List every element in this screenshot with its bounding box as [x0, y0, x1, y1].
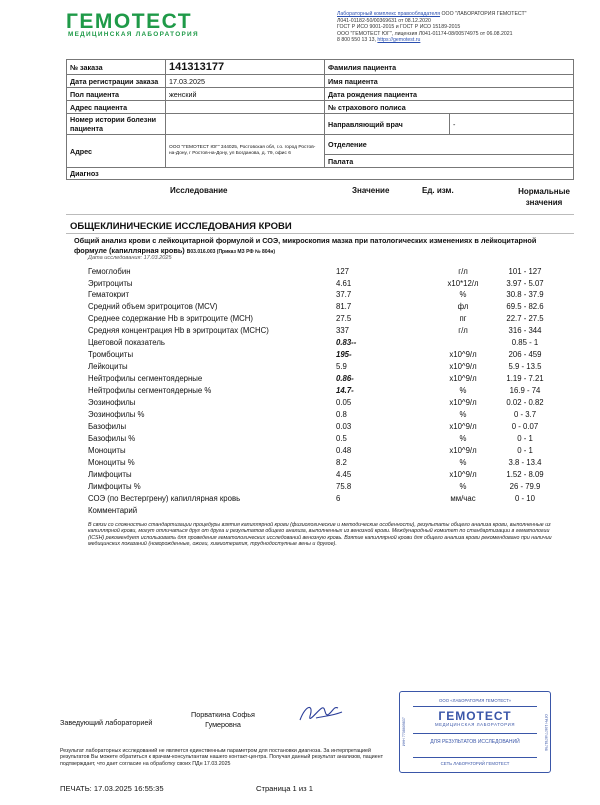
result-unit: x10*12/л	[447, 279, 479, 288]
test-code: В03.016.003 (Приказ МЗ РФ № 804н)	[186, 248, 275, 255]
result-value: 0.05	[336, 398, 352, 407]
stamp-purpose: ДЛЯ РЕЗУЛЬТАТОВ ИССЛЕДОВАНИЙ	[430, 739, 520, 745]
history	[166, 114, 325, 135]
result-norm: 206 - 459	[508, 350, 542, 359]
result-unit: x10^9/л	[449, 362, 477, 371]
signature-role: Заведующий лабораторией	[60, 718, 153, 727]
result-norm: 3.97 - 5.07	[506, 279, 544, 288]
license-owner: ООО "ЛАБОРАТОРИЯ ГЕМОТЕСТ"	[441, 11, 527, 17]
result-name: Гематокрит	[88, 290, 130, 299]
result-norm: 30.8 - 37.9	[506, 290, 544, 299]
result-unit: x10^9/л	[449, 398, 477, 407]
result-norm: 0 - 1	[517, 446, 533, 455]
stamp-line	[413, 733, 537, 734]
section-title: ОБЩЕКЛИНИЧЕСКИЕ ИССЛЕДОВАНИЯ КРОВИ	[70, 221, 292, 232]
result-row	[88, 290, 558, 302]
result-name: Цветовой показатель	[88, 338, 165, 347]
result-row	[88, 267, 558, 279]
test-title-text: Общий анализ крови с лейкоцитарной формулой и СОЭ, микроскопия мазка при патологических изменениях в лейкоцитарной формуле (капиллярная кровь)	[74, 236, 537, 255]
result-name: Гемоглобин	[88, 267, 131, 276]
result-unit: %	[459, 458, 467, 467]
result-norm: 26 - 79.9	[509, 482, 541, 491]
signature-scribble	[296, 700, 346, 726]
result-name: СОЭ (по Вестергрену) капиллярная кровь	[88, 494, 241, 503]
result-norm: 0 - 3.7	[513, 410, 537, 419]
order-no-label: № заказа	[67, 60, 166, 75]
result-name: Нейтрофилы сегментоядерные %	[88, 386, 212, 395]
doctor: -	[450, 114, 574, 135]
result-norm: 22.7 - 27.5	[506, 314, 544, 323]
result-name: Лимфоциты %	[88, 482, 141, 491]
result-unit: пг	[459, 314, 467, 323]
sex: женский	[166, 88, 325, 101]
result-unit: %	[459, 434, 467, 443]
stamp-logo-sub: МЕДИЦИНСКАЯ ЛАБОРАТОРИЯ	[434, 722, 516, 727]
result-value: 8.2	[336, 458, 347, 467]
result-row	[88, 362, 558, 374]
result-row	[88, 338, 558, 350]
print-time: ПЕЧАТЬ: 17.03.2025 16:55:35	[60, 784, 164, 793]
license-phone: 8 800 550 13 13,	[337, 37, 376, 44]
stamp-line	[413, 757, 537, 758]
result-value: 0.8	[336, 410, 347, 419]
result-name: Эритроциты	[88, 279, 133, 288]
result-row	[88, 374, 558, 386]
result-row	[88, 494, 558, 506]
result-value: 6	[336, 494, 341, 503]
result-unit: г/л	[458, 326, 468, 335]
result-name: Тромбоциты	[88, 350, 134, 359]
order-no: 141313177	[166, 60, 325, 75]
ward-label: Палата	[325, 155, 574, 168]
result-value: 75.8	[336, 482, 352, 491]
col-norm: Нормальные значения	[518, 187, 570, 207]
page-number: Страница 1 из 1	[256, 784, 313, 793]
stamp-logo: ГЕМОТЕСТ	[438, 709, 512, 723]
addr: ООО "ГЕМОТЕСТ ЮГ" 344025, Ростовская обл, г.о. город Ростов-на-Дону, г Ростов-на-Дону, ул Богданова, д. 79, офис 6	[166, 135, 325, 168]
history-label: Номер истории болезни пациента	[67, 114, 166, 135]
result-norm: 0.02 - 0.82	[506, 398, 544, 407]
result-unit: x10^9/л	[449, 446, 477, 455]
result-value: 127	[336, 267, 350, 276]
result-norm: 0 - 1	[517, 434, 533, 443]
result-norm: 69.5 - 82.6	[506, 302, 544, 311]
disclaimer: Результат лабораторных исследований не является единственным параметром для постановки диагноза. За интерпретацией результатов Вы можете обратиться к врачам-консультантам нашего контакт-центра. Получая данный результат анализов, пациент подтверждает, что дает согласие на обработку своих ПДн 17.03.2025	[60, 748, 384, 767]
result-value: 4.61	[336, 279, 352, 288]
result-unit: мм/час	[450, 494, 476, 503]
brand-logo: ГЕМОТЕСТ	[66, 10, 193, 33]
result-name: Эозинофилы %	[88, 410, 145, 419]
result-value: 37.7	[336, 290, 352, 299]
dob-label: Дата рождения пациента	[325, 88, 574, 101]
result-value: 0.83--	[336, 338, 357, 347]
col-value: Значение	[352, 186, 390, 195]
result-norm: 16.9 - 74	[509, 386, 541, 395]
result-unit: %	[459, 290, 467, 299]
result-value: 0.03	[336, 422, 352, 431]
result-name: Базофилы	[88, 422, 127, 431]
result-name: Комментарий	[88, 506, 138, 515]
address-label: Адрес пациента	[67, 101, 166, 114]
result-value: 4.45	[336, 470, 352, 479]
result-unit: x10^9/л	[449, 422, 477, 431]
reg-date: 17.03.2025	[166, 75, 325, 88]
stamp-top: ООО «ЛАБОРАТОРИЯ ГЕМОТЕСТ»	[439, 698, 511, 703]
result-name: Моноциты	[88, 446, 126, 455]
result-norm: 316 - 344	[508, 326, 542, 335]
license-line: ООО "ГЕМОТЕСТ ЮГ", лицензия Л041-01174-08/00574975 от 06.08.2021	[337, 30, 513, 37]
lab-stamp	[399, 691, 551, 773]
result-value: 27.5	[336, 314, 352, 323]
result-row	[88, 470, 558, 482]
stamp-bottom: СЕТЬ ЛАБОРАТОРИЙ ГЕМОТЕСТ	[440, 761, 510, 766]
result-row	[88, 482, 558, 494]
result-name: Лейкоциты	[88, 362, 128, 371]
divider	[66, 214, 574, 215]
result-name: Нейтрофилы сегментоядерные	[88, 374, 203, 383]
name-label: Имя пациента	[325, 75, 574, 88]
test-date: Дата исследования: 17.03.2025	[88, 255, 172, 261]
result-name: Лимфоциты	[88, 470, 132, 479]
license-line: ГОСТ Р ИСО 9001-2015 и ГОСТ Р ИСО 15189-2015	[337, 24, 461, 31]
result-row	[88, 458, 558, 470]
result-name: Эозинофилы	[88, 398, 136, 407]
stamp-ogrn: ОГРН 1067746781798	[544, 713, 548, 751]
result-value: 14.7-	[336, 386, 354, 395]
website-link[interactable]: https://gemotest.ru	[377, 37, 421, 44]
addr-label: Адрес	[67, 135, 166, 168]
result-unit: %	[459, 410, 467, 419]
result-unit: фл	[457, 302, 469, 311]
reg-date-label: Дата регистрации заказа	[67, 75, 166, 88]
result-unit: x10^9/л	[449, 350, 477, 359]
result-name: Моноциты %	[88, 458, 135, 467]
surname-label: Фамилия пациента	[325, 60, 574, 75]
result-unit: x10^9/л	[449, 470, 477, 479]
patient-info-table	[66, 59, 574, 180]
result-value: 0.5	[336, 434, 347, 443]
divider	[66, 233, 574, 234]
dept-label: Отделение	[325, 135, 574, 155]
col-unit: Ед. изм.	[422, 186, 454, 195]
diagnosis-label: Диагноз	[67, 168, 574, 180]
result-value: 0.86-	[336, 374, 354, 383]
result-norm: 0 - 10	[515, 494, 535, 503]
result-value: 5.9	[336, 362, 347, 371]
result-name: Средний объем эритроцитов (MCV)	[88, 302, 218, 311]
signature-name: Порваткина Софья Гумеровна	[191, 710, 255, 729]
result-row	[88, 302, 558, 314]
result-row	[88, 446, 558, 458]
result-value: 337	[336, 326, 350, 335]
result-row	[88, 350, 558, 362]
result-row	[88, 398, 558, 410]
brand-tagline: МЕДИЦИНСКАЯ ЛАБОРАТОРИЯ	[68, 31, 199, 38]
result-unit: г/л	[458, 267, 468, 276]
notes: В связи со сложностью стандартизации процедуры взятия капиллярной крови (физиологические и методические особенности), результаты общего анализа крови, выполненные из капиллярной крови, могут отличаться друг от друга и результатов общего анализа, выполненных из венозной крови. Международный комитет по стандартизации в гематологии (ICSH) рекомендует использовать для проведения гематологических исследований венозную кровь. Взятие капиллярной крови для общего анализа крови рекомендовано при наличии медицинских показаний (новорожденные, ожоги, химиотерапия, труднодоступные вены и другое).	[88, 522, 552, 547]
result-unit: x10^9/л	[449, 374, 477, 383]
address	[166, 101, 325, 114]
result-norm: 0 - 0.07	[511, 422, 539, 431]
result-name: Среднее содержание Hb в эритроците (MCH)	[88, 314, 254, 323]
result-row	[88, 386, 558, 398]
result-row	[88, 314, 558, 326]
result-norm: 1.52 - 8.09	[506, 470, 544, 479]
result-row	[88, 326, 558, 338]
license-owner-label: Лабораторный комплекс правообладателя	[337, 11, 441, 17]
doctor-label: Направляющий врач	[325, 114, 450, 135]
result-unit: %	[459, 482, 467, 491]
stamp-inn: ИНН 7708609837	[402, 717, 406, 747]
stamp-line	[413, 706, 537, 707]
result-value: 81.7	[336, 302, 352, 311]
policy-label: № страхового полиса	[325, 101, 574, 114]
result-norm: 3.8 - 13.4	[508, 458, 542, 467]
result-name: Средняя концентрация Hb в эритроцитах (MCHC)	[88, 326, 269, 335]
result-value: 195-	[336, 350, 352, 359]
result-row	[88, 422, 558, 434]
result-row	[88, 434, 558, 446]
result-norm: 0.85 - 1	[511, 338, 539, 347]
result-unit: %	[459, 386, 467, 395]
col-study: Исследование	[170, 186, 228, 195]
test-title	[74, 236, 564, 257]
result-norm: 1.19 - 7.21	[506, 374, 544, 383]
sex-label: Пол пациента	[67, 88, 166, 101]
license-block	[337, 11, 572, 44]
result-row	[88, 410, 558, 422]
result-norm: 101 - 127	[508, 267, 542, 276]
result-norm: 5.9 - 13.5	[508, 362, 542, 371]
result-name: Базофилы %	[88, 434, 136, 443]
result-value: 0.48	[336, 446, 352, 455]
license-line: Л041-01182-50/00369631 от 08.12.2020	[337, 17, 431, 24]
result-row	[88, 506, 558, 518]
